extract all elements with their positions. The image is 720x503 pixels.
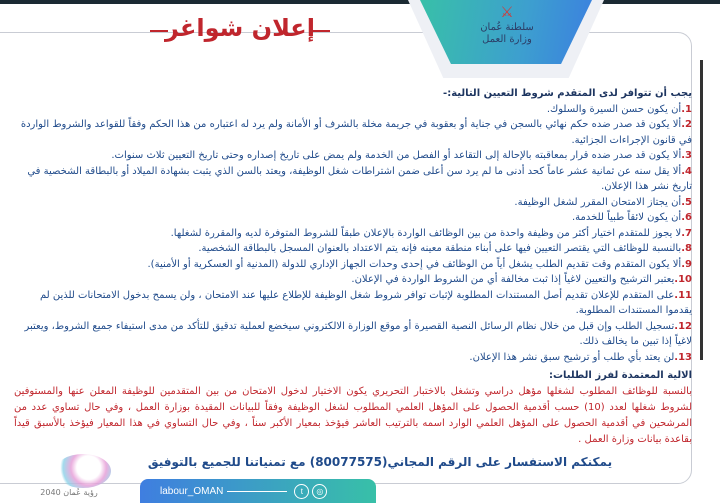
vision-logo-text: رؤية عُمان 2040 [40, 488, 98, 497]
logo-line-2: وزارة العمل [482, 34, 532, 45]
item-number: 5. [681, 196, 692, 208]
item-number: 13. [674, 351, 692, 363]
item-number: 1. [681, 103, 692, 115]
item-text: أن يجتاز الامتحان المقرر لشغل الوظيفة. [514, 196, 682, 208]
item-text: ألا يكون المتقدم وقت تقديم الطلب يشغل أياً من الوظائف في إحدى وحدات الجهاز الإداري للدولة (المدنية أو العسكرية أو الأمنية). [147, 258, 682, 270]
top-bar [0, 0, 720, 4]
item-text: لا يجوز للمتقدم اختيار أكثر من وظيفة واحدة من بين الوظائف الواردة بالإعلان طبقاً للشروط المتوفرة لديه والمقررة لشغلها. [170, 227, 682, 239]
page-title: إعلان شواغر [165, 14, 315, 42]
item-number: 10. [674, 274, 692, 285]
list-item [14, 117, 692, 148]
ministry-logo-text [470, 22, 544, 46]
item-text: أن يكون لائقاً طبياً للخدمة. [571, 212, 682, 223]
card-edge [700, 60, 703, 360]
item-number: 7. [681, 227, 692, 239]
conditions-list [14, 86, 692, 365]
mechanism-text: بالنسبة للوظائف المطلوب لشغلها مؤهل دراسي وتشغل بالاختبار التحريري يكون الاختيار لدخول الامتحان من بين المتقدمين للوظيفة المعلن عنها والمستوفين لشروط شغلها لعدد (10) حسب أقدمية الحصول على المؤهل العلمي المطلوب لشغل الوظيفة وفقاً للبيانات المقيدة بوزارة العمل ، وفي حال تساوي عدد من المرشحين في أقدمية الحصول على المؤهل العلمي الوارد اسمه بالترتيب العاشر فيؤخذ بمعيار الأكبر سناً ، وفي حال التساوي في هذا المعيار فيؤخذ بالأسبق قيداً بقاعدة بيانات وزارة العمل . [14, 386, 692, 445]
logo-line-1: سلطنة عُمان [480, 22, 534, 33]
list-item [14, 226, 692, 242]
mechanism-heading: الالية المعتمدة لفرز الطلبات: [548, 370, 692, 381]
item-text: بالنسبة للوظائف التي يقتصر التعيين فيها على أبناء منطقة معينه فإنه يتم الاعتداد بالعنوان المسجل بالبطاقة الشخصية. [198, 243, 682, 254]
contact-line: يمكنكم الاستفسار على الرقم المجاني(80077575) مع تمنياتنا للجميع بالتوفيق [147, 455, 613, 469]
vision-2040-logo [55, 454, 111, 488]
item-text: على المتقدم للإعلان تقديم أصل المستندات المطلوبة لإثبات توافر شروط شغل الوظيفة للإطلاع عليها عند الامتحان ، ولن يسمح بدخول الامتحانات للذين لم يقدموا المستندات المطلوبة. [39, 289, 692, 316]
social-handle[interactable]: labour_OMAN [160, 485, 224, 497]
item-text: أن يكون حسن السيرة والسلوك. [546, 103, 682, 115]
item-text: ألا يقل سنه عن ثمانية عشر عاماً كحد أدنى ما لم يرد سن أعلى ضمن اشتراطات شغل الوظيفة، ويعتد بالسن الذي يثبت بشهادة الميلاد أو بالبطاقة الشخصية في تاريخ نشر هذا الإعلان. [27, 165, 692, 192]
list-item [14, 195, 692, 211]
item-text: ألا يكون قد صدر ضده حكم نهائي بالسجن في جناية أو بعقوبة في جريمة مخلة بالشرف أو الأمانة ولم يرد له اعتباره من هذا الحكم وفقاً للقواعد والشروط الواردة في قانون الإجراءات الجزائية. [20, 119, 692, 146]
item-number: 8. [681, 243, 692, 254]
social-footer [140, 479, 376, 503]
list-item [14, 350, 692, 366]
list-item [14, 288, 692, 319]
list-item [14, 272, 692, 288]
item-text: يعتبر الترشيح والتعيين لاغياً إذا ثبت مخالفة أي من الشروط الواردة في الإعلان. [351, 274, 675, 285]
twitter-icon[interactable]: t [294, 484, 309, 499]
list-item [14, 164, 692, 195]
item-number: 3. [681, 150, 692, 161]
list-item [14, 102, 692, 118]
item-number: 9. [681, 258, 692, 270]
item-number: 12. [674, 320, 692, 332]
list-item [14, 319, 692, 350]
list-item [14, 241, 692, 257]
selection-mechanism [14, 368, 692, 448]
list-item [14, 257, 692, 273]
item-text: لن يعتد بأي طلب أو ترشيح سبق نشر هذا الإعلان. [469, 351, 675, 363]
list-item [14, 148, 692, 164]
item-number: 4. [681, 165, 692, 177]
oman-emblem-icon: ⚔ [500, 3, 514, 21]
conditions-heading: يجب أن تتوافر لدى المتقدم شروط التعيين التالية:- [443, 88, 692, 99]
footer-divider [227, 491, 287, 492]
item-text: تسجيل الطلب وإن قبل من خلال نظام الرسائل النصية القصيرة أو موقع الوزارة الالكتروني سيخضع لعملية تدقيق للتأكد من مدى استيفاء جميع الشروط، ويعتبر لاغياً إذا تبين ما يخالف ذلك. [24, 320, 692, 347]
item-number: 6. [681, 212, 692, 223]
item-number: 2. [681, 119, 692, 130]
item-text: ألا يكون قد صدر ضده قرار بمعاقبته بالإحالة إلى التقاعد أو الفصل من الخدمة ولم يمض على تاريخ إصداره وحتى تاريخ التعيين ثلاث سنوات. [111, 150, 682, 161]
item-number: 11. [674, 289, 692, 301]
list-item [14, 210, 692, 226]
instagram-icon[interactable]: ◎ [312, 484, 327, 499]
